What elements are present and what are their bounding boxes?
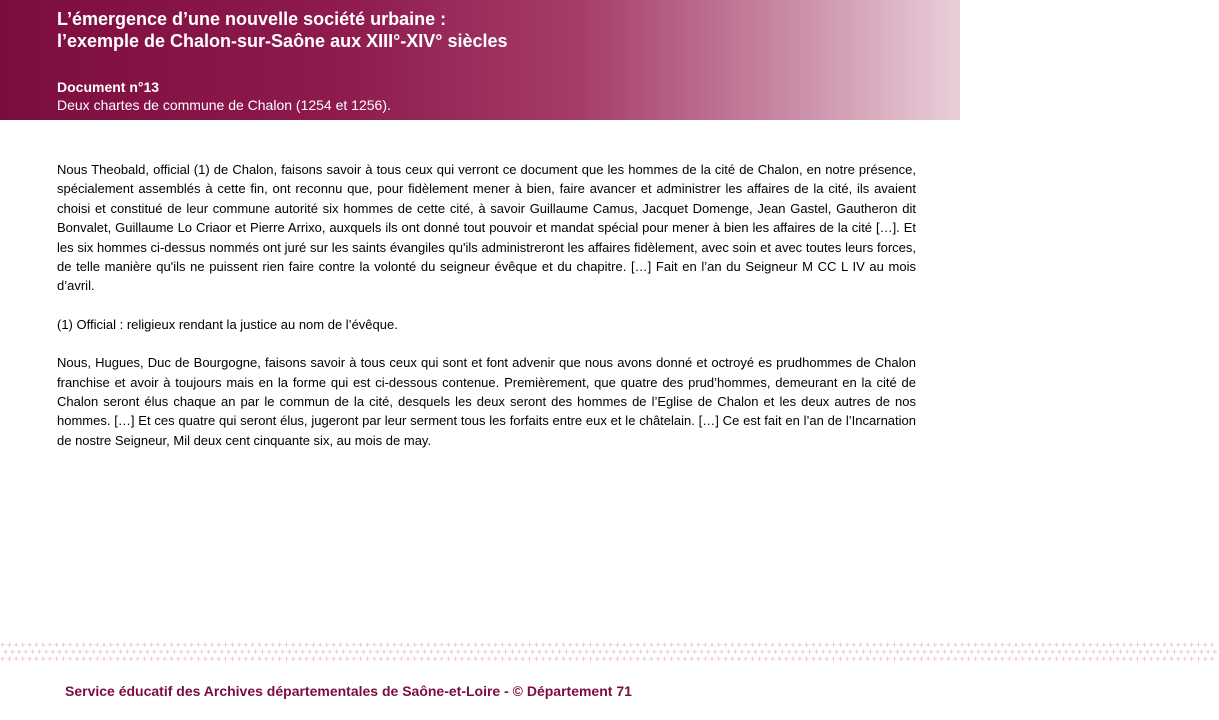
title-line-1: L’émergence d’une nouvelle société urbaine : xyxy=(57,9,447,29)
decorative-pattern-row: ++++++++++++++++++++++++++++++++++++++++++++++++++++++++++++++++++++++++++++++++++++++++++++++++++++++++++++++++++++++++++++++++++++++++++++++++++++++++++++++++++++++++++++++++++++ xyxy=(0,640,1217,650)
decorative-pattern-row: ++++++++++++++++++++++++++++++++++++++++++++++++++++++++++++++++++++++++++++++++++++++++++++++++++++++++++++++++++++++++++++++++++++++++++++++++++++++++++++++++++++++++++++++++++++ xyxy=(3,647,1219,657)
charter-paragraph-1: Nous Theobald, official (1) de Chalon, faisons savoir à tous ceux qui verront ce document que les hommes de la cité de Chalon, en notre présence, spécialement assemblés à cette fin, ont reconnu que, pour fidèlement mener à bien, faire avancer et administrer les affaires de la cité, ils avaient choisi et constitué de leur commune autorité six hommes de cette cité, à savoir Guillaume Camus, Jacquet Domenge, Jean Gastel, Gautheron dit Bonvalet, Guillaume Lo Criaor et Pierre Arrixo, auxquels ils ont donné tout pouvoir et mandat spécial pour mener à bien les affaires de la cité […]. Et les six hommes ci-dessus nommés ont juré sur les saints évangiles qu'ils administreront les affaires fidèlement, avec soin et avec toutes leurs forces, de telle manière qu'ils ne puissent rien faire contre la volonté du seigneur évêque et du chapitre. […] Fait en l’an du Seigneur M CC L IV au mois d’avril. xyxy=(57,162,916,294)
header-banner xyxy=(0,0,960,120)
document-body xyxy=(57,160,916,469)
decorative-pattern xyxy=(0,640,1219,664)
title-line-2: l’exemple de Chalon-sur-Saône aux XIII°-XIV° siècles xyxy=(57,31,508,51)
footnote: (1) Official : religieux rendant la justice au nom de l’évêque. xyxy=(57,316,398,332)
decorative-pattern-row: ++++++++++++++++++++++++++++++++++++++++++++++++++++++++++++++++++++++++++++++++++++++++++++++++++++++++++++++++++++++++++++++++++++++++++++++++++++++++++++++++++++++++++++++++++++ xyxy=(0,654,1217,664)
document-number: Document n°13 xyxy=(57,79,160,95)
footer-credit: Service éducatif des Archives départementales de Saône-et-Loire - © Département 71 xyxy=(65,683,632,699)
charter-paragraph-2: Nous, Hugues, Duc de Bourgogne, faisons savoir à tous ceux qui sont et font advenir que nous avons donné et octroyé es prudhommes de Chalon franchise et avoir à toujours mais en la forme qui est ci-dessous contenue. Premièrement, que quatre des prud’hommes, demeurant en la cité de Chalon seront élus chaque an par le commun de la cité, desquels les deux seront des hommes de l’Eglise de Chalon et les deux autres de nos hommes. […] Et ces quatre qui seront élus, jugeront par leur serment tous les forfaits entre eux et le châtelain. […] Ce est fait en l’an de l’Incarnation de nostre Seigneur, Mil deux cent cinquante six, au mois de may. xyxy=(57,355,916,448)
document-subtitle: Deux chartes de commune de Chalon (1254 et 1256). xyxy=(57,97,391,113)
page-title xyxy=(57,8,937,52)
